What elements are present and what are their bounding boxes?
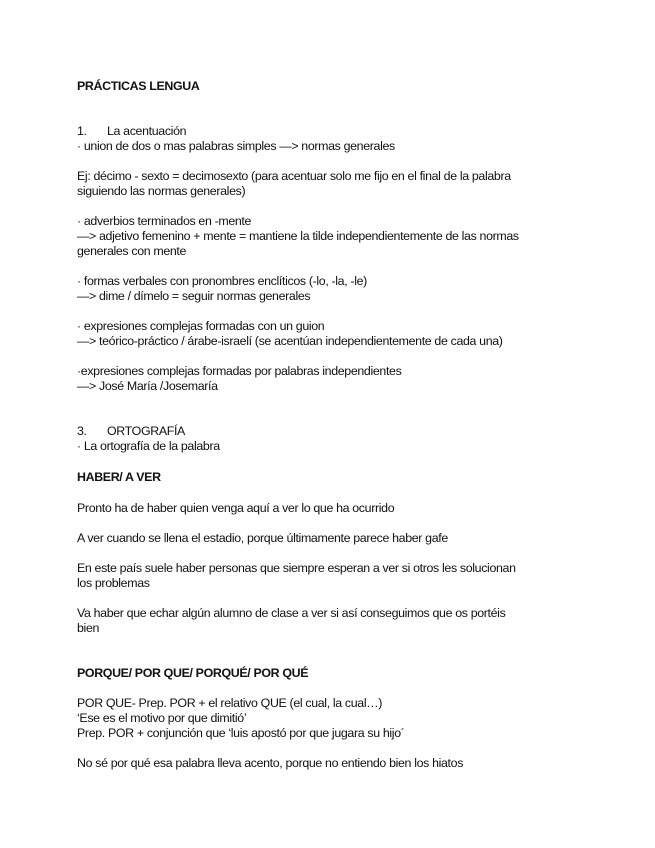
section-number: 1.: [77, 124, 87, 138]
list-item: ·expresiones complejas formadas por palabras independientes: [77, 364, 402, 378]
paragraph-line: bien: [77, 621, 100, 635]
list-item: · expresiones complejas formadas con un guion: [77, 319, 325, 333]
section-heading-text: ORTOGRAFÍA: [107, 424, 185, 438]
paragraph-line: A ver cuando se llena el estadio, porque últimamente parece haber gafe: [77, 531, 448, 545]
paragraph-line: POR QUE- Prep. POR + el relativo QUE (el cual, la cual…): [77, 696, 383, 710]
section-heading-acentuacion: [77, 124, 186, 139]
paragraph-line: Pronto ha de haber quien venga aquí a ver lo que ha ocurrido: [77, 501, 395, 515]
heading-haber-a-ver: HABER/ A VER: [77, 470, 161, 484]
list-item: · adverbios terminados en -mente: [77, 214, 252, 228]
list-item: · formas verbales con pronombres enclíticos (-lo, -la, -le): [77, 274, 367, 288]
section-heading-text: La acentuación: [107, 124, 187, 138]
paragraph-line: los problemas: [77, 576, 150, 590]
paragraph-line: —> José María /Josemaría: [77, 379, 218, 393]
paragraph-line: No sé por qué esa palabra lleva acento, porque no entiendo bien los hiatos: [77, 756, 464, 770]
list-item: · union de dos o mas palabras simples —> normas generales: [77, 139, 395, 153]
list-item: · La ortografía de la palabra: [77, 439, 220, 453]
section-number: 3.: [77, 424, 87, 438]
heading-porque: PORQUE/ POR QUE/ PORQUÉ/ POR QUÉ: [77, 666, 309, 680]
paragraph-line: Ej: décimo - sexto = decimosexto (para acentuar solo me fijo en el final de la palabra: [77, 169, 511, 183]
paragraph-line: En este país suele haber personas que siempre esperan a ver si otros les solucionan: [77, 561, 516, 575]
paragraph-line: ‘Ese es el motivo por que dimitió’: [77, 711, 247, 725]
paragraph-line: —> teórico-práctico / árabe-israelí (se acentúan independientemente de cada una): [77, 334, 503, 348]
paragraph-line: Prep. POR + conjunción que ‘luis apostó por que jugara su hijo´: [77, 726, 405, 740]
page-title: PRÁCTICAS LENGUA: [77, 79, 200, 93]
paragraph-line: —> dime / dímelo = seguir normas generales: [77, 289, 311, 303]
paragraph-line: generales con mente: [77, 244, 187, 258]
paragraph-line: Va haber que echar algún alumno de clase a ver si así conseguimos que os portéis: [77, 606, 506, 620]
section-heading-ortografia: [77, 424, 185, 439]
paragraph-line: siguiendo las normas generales): [77, 184, 246, 198]
paragraph-line: —> adjetivo femenino + mente = mantiene la tilde independientemente de las normas: [77, 229, 519, 243]
